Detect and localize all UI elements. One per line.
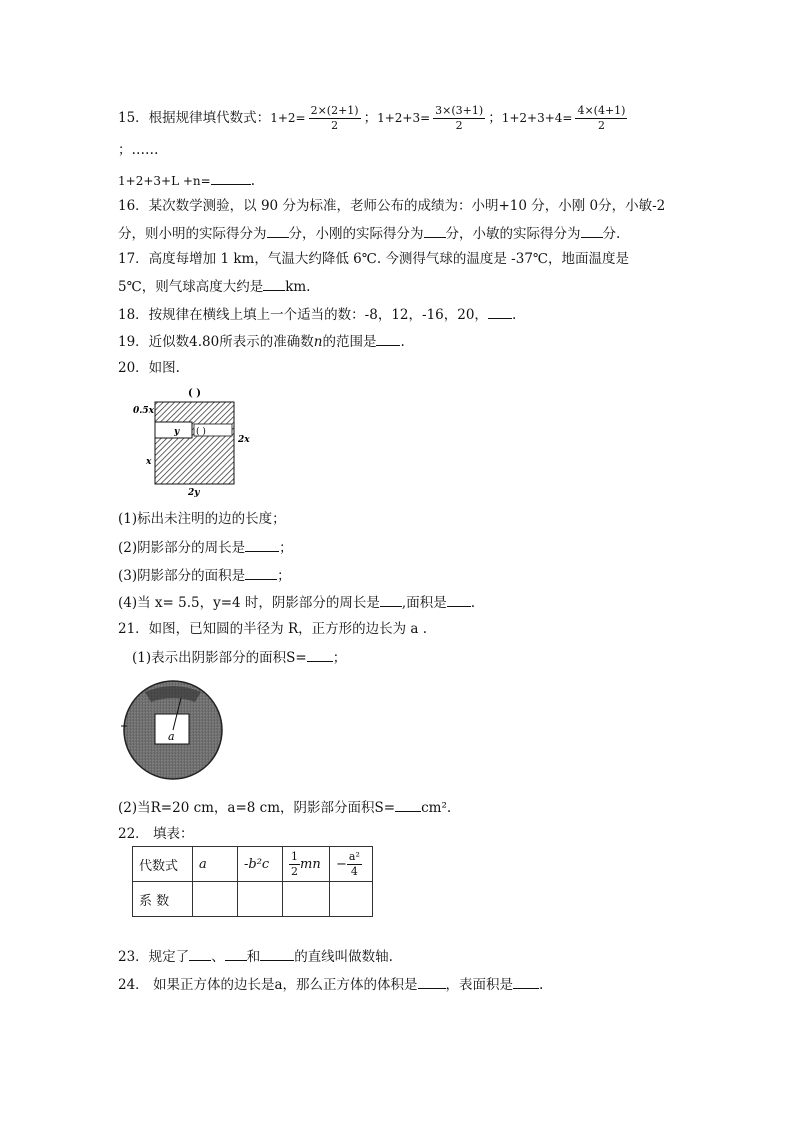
- q16-blank2[interactable]: [424, 223, 446, 238]
- q21-blank1[interactable]: [307, 647, 333, 662]
- q19-line: [118, 331, 405, 352]
- q20-s4-text: (4)当 x= 5.5，y=4 时，阴影部分的周长是: [118, 595, 380, 611]
- q22-cell-mn: [283, 847, 330, 882]
- q15-frac3-den: 2: [597, 119, 605, 132]
- q17-p2: km.: [285, 279, 311, 295]
- q15-label: 15．根据规律填代数式：: [118, 110, 271, 126]
- q15-sep1: ；: [363, 110, 378, 126]
- q15-line1: [118, 104, 630, 133]
- q20-s4-end: .: [470, 595, 476, 611]
- q21-blank2[interactable]: [395, 797, 421, 812]
- q16-p3: 分，小敏的实际得分为: [445, 226, 581, 242]
- q20-s2-text: (2)阴影部分的周长是: [118, 540, 246, 556]
- q22-answer-3[interactable]: [283, 882, 330, 917]
- q21-s1: [132, 647, 346, 668]
- q21-s2-end: cm².: [421, 800, 452, 816]
- q22-header-label: 代数式: [133, 847, 193, 882]
- q23-blank2[interactable]: [225, 946, 247, 961]
- q16-p4: 分.: [602, 226, 621, 242]
- q21-s1-end: ；: [332, 650, 347, 666]
- q22-cell-b2c: [238, 847, 283, 882]
- q20-blank4b[interactable]: [447, 592, 471, 607]
- q18-blank[interactable]: [488, 304, 512, 319]
- q23-line: [118, 946, 393, 967]
- q15-cont: ；……: [118, 142, 159, 158]
- q21-label-a: a: [168, 730, 175, 743]
- q15-frac2: [433, 104, 485, 133]
- q20-s3-text: (3)阴影部分的面积是: [118, 568, 246, 584]
- q24-blank1[interactable]: [418, 974, 446, 989]
- q15-blank[interactable]: [211, 170, 251, 185]
- q22-frac-half: [289, 850, 300, 879]
- q22-frac-half-num: 1: [291, 849, 298, 863]
- q16-line2: [118, 223, 620, 244]
- q23-c: 和: [246, 949, 261, 965]
- q22-a: a: [199, 856, 207, 872]
- q20-s3-end: ；: [277, 568, 291, 584]
- q15-frac1: [309, 104, 361, 133]
- q15-line3: 1+2+3+L +n= .: [118, 170, 255, 191]
- q21-s1-text: (1)表示出阴影部分的面积S=: [132, 650, 307, 666]
- q20-s2: [118, 537, 293, 558]
- q22-answer-4[interactable]: [330, 882, 373, 917]
- q20-s4-text2: ,面积是: [401, 595, 447, 611]
- q15-sep2: ；: [488, 110, 502, 126]
- q15-frac3-num: 4×(4+1): [577, 104, 626, 117]
- q20-label-top: ( ): [188, 388, 201, 399]
- q24-c: .: [539, 977, 544, 993]
- q17-line1: 17．高度每增加 1 km，气温大约降低 6℃. 今测得气球的温度是 -37℃，地面温度是: [118, 251, 630, 267]
- q24-a: 24． 如果正方体的边长是a，那么正方体的体积是: [118, 977, 418, 993]
- q15-sum: 1+2+3+L +n=: [118, 174, 211, 188]
- q15-frac2-den: 2: [455, 119, 463, 132]
- q15-frac3: [575, 104, 627, 133]
- q20-s4: [118, 592, 475, 613]
- q22-frac-a2-num: a²: [348, 849, 360, 863]
- q20-label-2y: 2y: [188, 488, 200, 498]
- q22-cell-a: [193, 847, 238, 882]
- q15-frac1-num: 2×(2+1): [310, 104, 359, 117]
- q16-p1: 分，则小明的实际得分为: [118, 226, 267, 242]
- q20-s3: [118, 565, 291, 586]
- q24-line: [118, 974, 543, 995]
- q18-line: [118, 304, 516, 325]
- q20-blank4a[interactable]: [380, 592, 402, 607]
- q20-shaded-shape: [155, 402, 234, 484]
- q22-cell-a2-4: − $\frac{\text{a²}}{4}$: [330, 847, 373, 882]
- q20-blank3[interactable]: [245, 565, 277, 580]
- q22-b2c: -b²c: [244, 856, 270, 872]
- q15-eq2-left: 1+2+3=: [377, 111, 431, 125]
- q22-title: 22． 填表：: [118, 826, 194, 842]
- q20-blank2[interactable]: [245, 537, 279, 552]
- q19-blank[interactable]: [376, 331, 400, 346]
- q18-text: 18．按规律在横线上填上一个适当的数：-8，12，-16，20，: [118, 307, 488, 323]
- q22-frac-a2-den: 4: [350, 864, 358, 878]
- q22-mn: mn: [300, 856, 321, 872]
- q23-a: 23．规定了: [118, 949, 190, 965]
- q20-s2-end: ；: [279, 540, 293, 556]
- q20-label-05x: 0.5x: [133, 406, 155, 416]
- q17-p1: 5℃，则气球高度大约是: [118, 279, 264, 295]
- q20-s1: (1)标出未注明的边的长度；: [118, 511, 286, 527]
- q19-end: .: [400, 334, 405, 350]
- q17-blank[interactable]: [263, 276, 285, 291]
- q15-eq3-left: 1+2+3+4=: [501, 111, 573, 125]
- q19-text2: 的范围是: [322, 334, 377, 350]
- q17-line2: [118, 276, 310, 297]
- q16-line1: 16．某次数学测验，以 90 分为标准，老师公布的成绩为：小明+10 分，小刚 0分，小敏-2: [118, 198, 666, 214]
- table-row: [133, 847, 373, 882]
- q20-label-mid: ( ): [196, 427, 206, 437]
- q21-s2: [118, 797, 451, 818]
- q20-label-y: y: [174, 427, 180, 437]
- q22-frac-a2: [347, 850, 362, 879]
- table-row: [133, 882, 373, 917]
- q22-answer-1[interactable]: [193, 882, 238, 917]
- q24-blank2[interactable]: [513, 974, 539, 989]
- q20-title: 20．如图.: [118, 360, 180, 376]
- q23-blank1[interactable]: [189, 946, 211, 961]
- q16-p2: 分，小刚的实际得分为: [288, 226, 424, 242]
- q15-eq1-left: 1+2=: [270, 111, 306, 125]
- q20-label-x: x: [146, 457, 152, 467]
- q22-table: [132, 846, 373, 917]
- q16-blank3[interactable]: [581, 223, 603, 238]
- q15-frac2-num: 3×(3+1): [435, 104, 484, 117]
- q20-figure: [130, 384, 260, 499]
- q19-text: 19．近似数4.80所表示的准确数: [118, 334, 314, 350]
- q22-frac-half-den: 2: [291, 864, 298, 878]
- q23-blank3[interactable]: [260, 946, 294, 961]
- q15-frac1-den: 2: [331, 119, 339, 132]
- q21-s2-text: (2)当R=20 cm，a=8 cm，阴影部分面积S=: [118, 800, 396, 816]
- q22-row2-label: 系 数: [133, 882, 193, 917]
- q22-answer-2[interactable]: [238, 882, 283, 917]
- q23-d: 的直线叫做数轴.: [294, 949, 393, 965]
- q16-blank1[interactable]: [267, 223, 289, 238]
- q24-b: ，表面积是: [445, 977, 514, 993]
- q19-var: n: [313, 334, 323, 350]
- q20-label-2x: 2x: [238, 435, 250, 445]
- q23-b: 、: [211, 949, 225, 965]
- q21-title: 21．如图，已知圆的半径为 R，正方形的边长为 a .: [118, 621, 428, 637]
- q18-end: .: [511, 307, 517, 323]
- q21-figure: [115, 678, 230, 783]
